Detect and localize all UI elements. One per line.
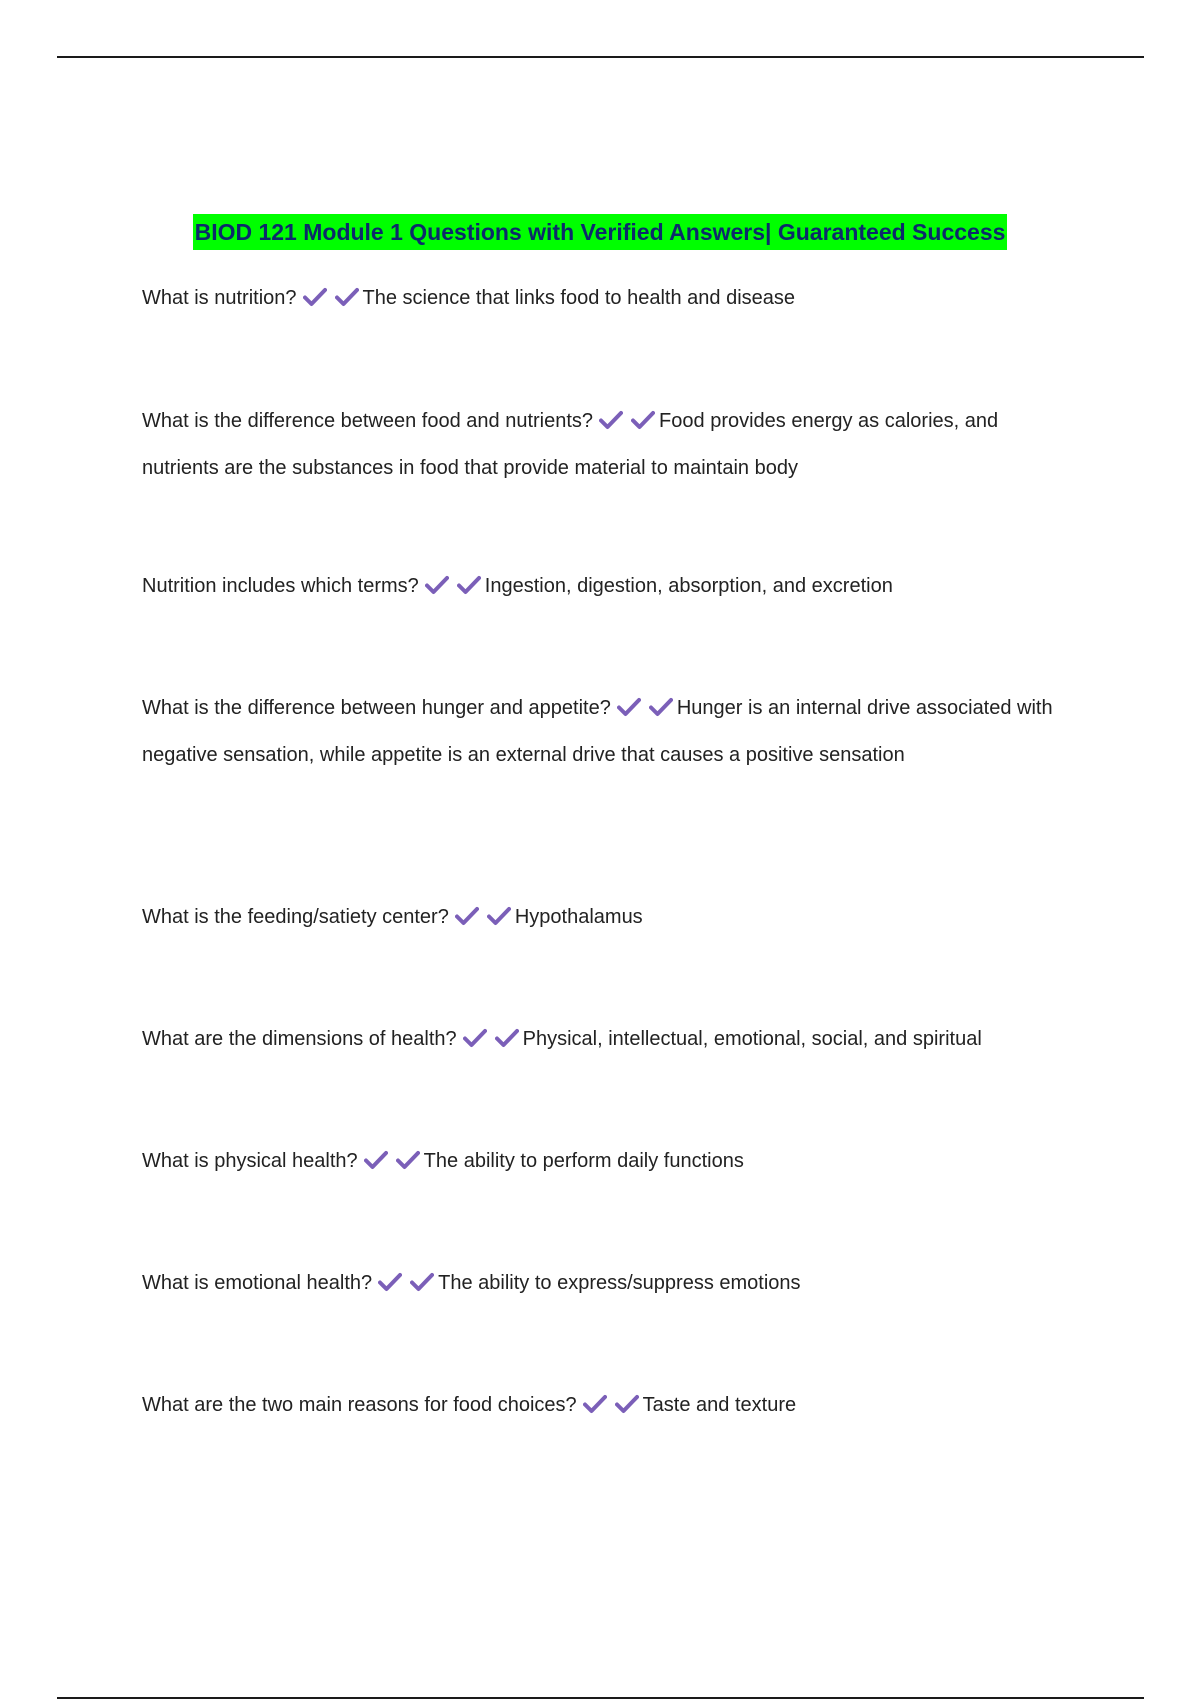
- check-mark-icon: [463, 1028, 487, 1048]
- answer-text: The ability to perform daily functions: [423, 1150, 744, 1172]
- question-text: What is the difference between hunger and appetite?: [142, 697, 611, 719]
- check-mark-icon: [495, 1028, 519, 1048]
- bottom-rule: [57, 1697, 1144, 1699]
- qa-item-9: [142, 1383, 1072, 1430]
- check-mark-icon: [457, 575, 481, 595]
- qa-item-8: [142, 1261, 1072, 1308]
- check-mark-icon: [487, 906, 511, 926]
- title-container: [0, 214, 1200, 250]
- question-text: What is the feeding/satiety center?: [142, 906, 449, 928]
- check-mark-icon: [303, 287, 327, 307]
- check-mark-icon: [410, 1272, 434, 1292]
- answer-text: Physical, intellectual, emotional, social, and spiritual: [522, 1028, 982, 1050]
- check-mark-icon: [583, 1394, 607, 1414]
- answer-text: The science that links food to health and disease: [362, 287, 796, 309]
- question-text: What is nutrition?: [142, 287, 297, 309]
- verified-checks: [583, 1386, 641, 1430]
- check-mark-icon: [378, 1272, 402, 1292]
- check-mark-icon: [649, 697, 673, 717]
- answer-text: Hypothalamus: [514, 906, 643, 928]
- qa-item-4: [142, 686, 1072, 777]
- verified-checks: [303, 279, 361, 323]
- qa-item-1: [142, 276, 1072, 323]
- question-text: Nutrition includes which terms?: [142, 575, 419, 597]
- verified-checks: [378, 1264, 436, 1308]
- verified-checks: [455, 898, 513, 942]
- answer-text: Food provides energy as calories, and nutrients are the substances in food that provide material to maintain body: [142, 410, 999, 479]
- qa-item-6: [142, 1017, 1102, 1064]
- check-mark-icon: [364, 1150, 388, 1170]
- verified-checks: [599, 402, 657, 446]
- check-mark-icon: [396, 1150, 420, 1170]
- qa-item-2: [142, 399, 1072, 490]
- question-text: What is physical health?: [142, 1150, 358, 1172]
- question-text: What are the dimensions of health?: [142, 1028, 457, 1050]
- qa-item-7: [142, 1139, 1072, 1186]
- check-mark-icon: [455, 906, 479, 926]
- check-mark-icon: [631, 410, 655, 430]
- qa-item-5: [142, 895, 1072, 942]
- answer-text: Ingestion, digestion, absorption, and excretion: [484, 575, 893, 597]
- top-rule: [57, 56, 1144, 58]
- check-mark-icon: [425, 575, 449, 595]
- check-mark-icon: [599, 410, 623, 430]
- check-mark-icon: [335, 287, 359, 307]
- verified-checks: [463, 1020, 521, 1064]
- check-mark-icon: [615, 1394, 639, 1414]
- question-text: What is emotional health?: [142, 1272, 373, 1294]
- question-text: What are the two main reasons for food choices?: [142, 1394, 577, 1416]
- verified-checks: [364, 1142, 422, 1186]
- check-mark-icon: [617, 697, 641, 717]
- question-text: What is the difference between food and nutrients?: [142, 410, 594, 432]
- document-title: BIOD 121 Module 1 Questions with Verified Answers| Guaranteed Success: [193, 214, 1008, 250]
- answer-text: The ability to express/suppress emotions: [438, 1272, 801, 1294]
- answer-text: Hunger is an internal drive associated with negative sensation, while appetite is an external drive that causes a positive sensation: [142, 697, 1053, 766]
- verified-checks: [617, 689, 675, 733]
- verified-checks: [425, 567, 483, 611]
- answer-text: Taste and texture: [642, 1394, 797, 1416]
- qa-item-3: [142, 564, 1072, 611]
